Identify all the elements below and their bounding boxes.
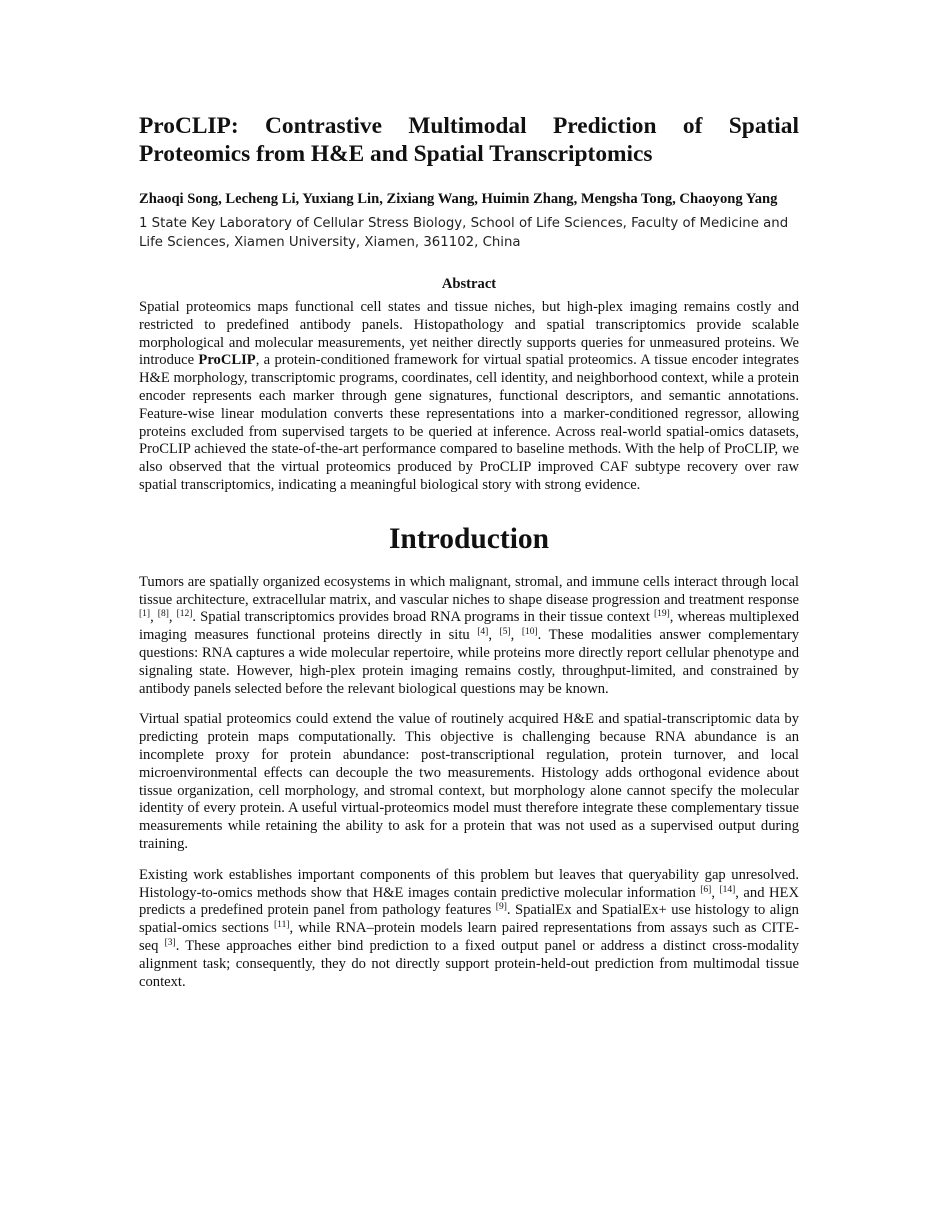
- citation: [9]: [495, 902, 507, 913]
- intro-paragraph-1: [139, 574, 799, 699]
- citation-separator: ,: [488, 627, 500, 644]
- citation-separator: ,: [711, 884, 720, 901]
- abstract-heading: Abstract: [441, 276, 497, 292]
- intro-p3-text-e: . These approaches either bind prediction to a fixed output panel or address a distinct cross-modality alignment task; consequently, they do not directly support protein-held-out prediction from multimodal tissue context.: [139, 937, 799, 990]
- intro-paragraph-3: [139, 867, 799, 992]
- citation: [3]: [164, 937, 176, 948]
- citation-separator: ,: [150, 609, 158, 626]
- intro-p1-text-d: . These modalities answer complementary questions: RNA captures a wide molecular repertoire, while proteins more directly report cellular phenotype and signaling state. However, high-plex protein imaging remains costly, throughput-limited, and constrained by antibody panels selected before the relevant biological questions may be known.: [139, 627, 800, 697]
- paper-title: ProCLIP: Contrastive Multimodal Prediction of Spatial Proteomics from H&E and Spatial Transcriptomics: [139, 113, 799, 167]
- intro-p1-text-a: Tumors are spatially organized ecosystems in which malignant, stromal, and immune cells interact through local tissue architecture, extracellular matrix, and vascular niches to shape disease progression and treatment response: [139, 573, 799, 608]
- citation: [1]: [139, 609, 151, 620]
- intro-p3-text-b: , and HEX predicts a predefined protein panel from pathology features: [139, 884, 799, 919]
- citation: [14]: [719, 884, 736, 895]
- intro-p1-text-b: . Spatial transcriptomics provides broad RNA programs in their tissue context: [192, 609, 654, 626]
- citation-separator: ,: [168, 609, 177, 626]
- citation: [10]: [521, 627, 538, 638]
- citation: [4]: [477, 627, 489, 638]
- abstract-text: [139, 299, 799, 495]
- intro-p3-text-d: , while RNA–protein models learn paired representations from assays such as CITE-seq: [139, 920, 799, 954]
- citation: [19]: [653, 609, 670, 620]
- paper-page: [139, 112, 799, 991]
- intro-p3-text-c: . SpatialEx and SpatialEx+ use histology to align spatial-omics sections: [139, 902, 799, 937]
- citation: [5]: [499, 627, 511, 638]
- abstract-text-part-2: , a protein-conditioned framework for virtual spatial proteomics. A tissue encoder integrates H&E morphology, transcriptomic programs, coordinates, cell identity, and neighborhood context, while a protein encoder represents each marker through gene signatures, functional descriptors, and semantic annotations. Feature-wise linear modulation converts these representations into a marker-conditioned regressor, allowing proteins excluded from supervised targets to be queried at inference. Across real-world spatial-omics datasets, ProCLIP achieved the state-of-the-art performance compared to baseline methods. With the help of ProCLIP, we also observed that the virtual proteomics produced by ProCLIP improved CAF subtype recovery over raw spatial transcriptomics, indicating a meaningful biological story with strong evidence.: [139, 352, 800, 493]
- intro-p3-text-a: Existing work establishes important components of this problem but leaves that queryability gap unresolved. Histology-to-omics methods show that H&E images contain predictive molecular information: [139, 866, 799, 901]
- citation: [12]: [176, 609, 193, 620]
- affiliation: 1 State Key Laboratory of Cellular Stress Biology, School of Life Sciences, Faculty of Medicine and Life Sciences, Xiamen University, Xiamen, 361102, China: [139, 216, 789, 250]
- intro-p1-text-c: , whereas multiplexed imaging measures functional proteins directly in situ: [139, 609, 800, 644]
- abstract-text-part-1: Spatial proteomics maps functional cell states and tissue niches, but high-plex imaging remains costly and restricted to predefined antibody panels. Histopathology and spatial transcriptomics provide scalable morphological and molecular measurements, yet neither directly supports queries for unmeasured proteins. We introduce: [139, 299, 799, 369]
- intro-paragraph-2: Virtual spatial proteomics could extend the value of routinely acquired H&E and spatial-transcriptomic data by predicting protein maps computationally. This objective is challenging because RNA abundance is an incomplete proxy for protein abundance: post-transcriptional regulation, protein turnover, and local microenvironmental effects can decouple the two measurements. Histology adds orthogonal evidence about tissue organization, cell morphology, and stromal context, but morphology alone cannot specify the molecular identity of every protein. A useful virtual-proteomics model must therefore integrate these complementary tissue measurements while retaining the ability to ask for a protein that was not used as a supervised output during training.: [139, 711, 799, 852]
- citation: [11]: [274, 920, 290, 931]
- introduction-heading: Introduction: [388, 522, 550, 555]
- citation: [8]: [157, 609, 169, 620]
- citation: [6]: [700, 884, 712, 895]
- citation-separator: ,: [510, 627, 522, 644]
- author-list: Zhaoqi Song, Lecheng Li, Yuxiang Lin, Zixiang Wang, Huimin Zhang, Mengsha Tong, Chaoyong Yang: [139, 191, 778, 207]
- abstract-method-name: ProCLIP: [198, 352, 256, 369]
